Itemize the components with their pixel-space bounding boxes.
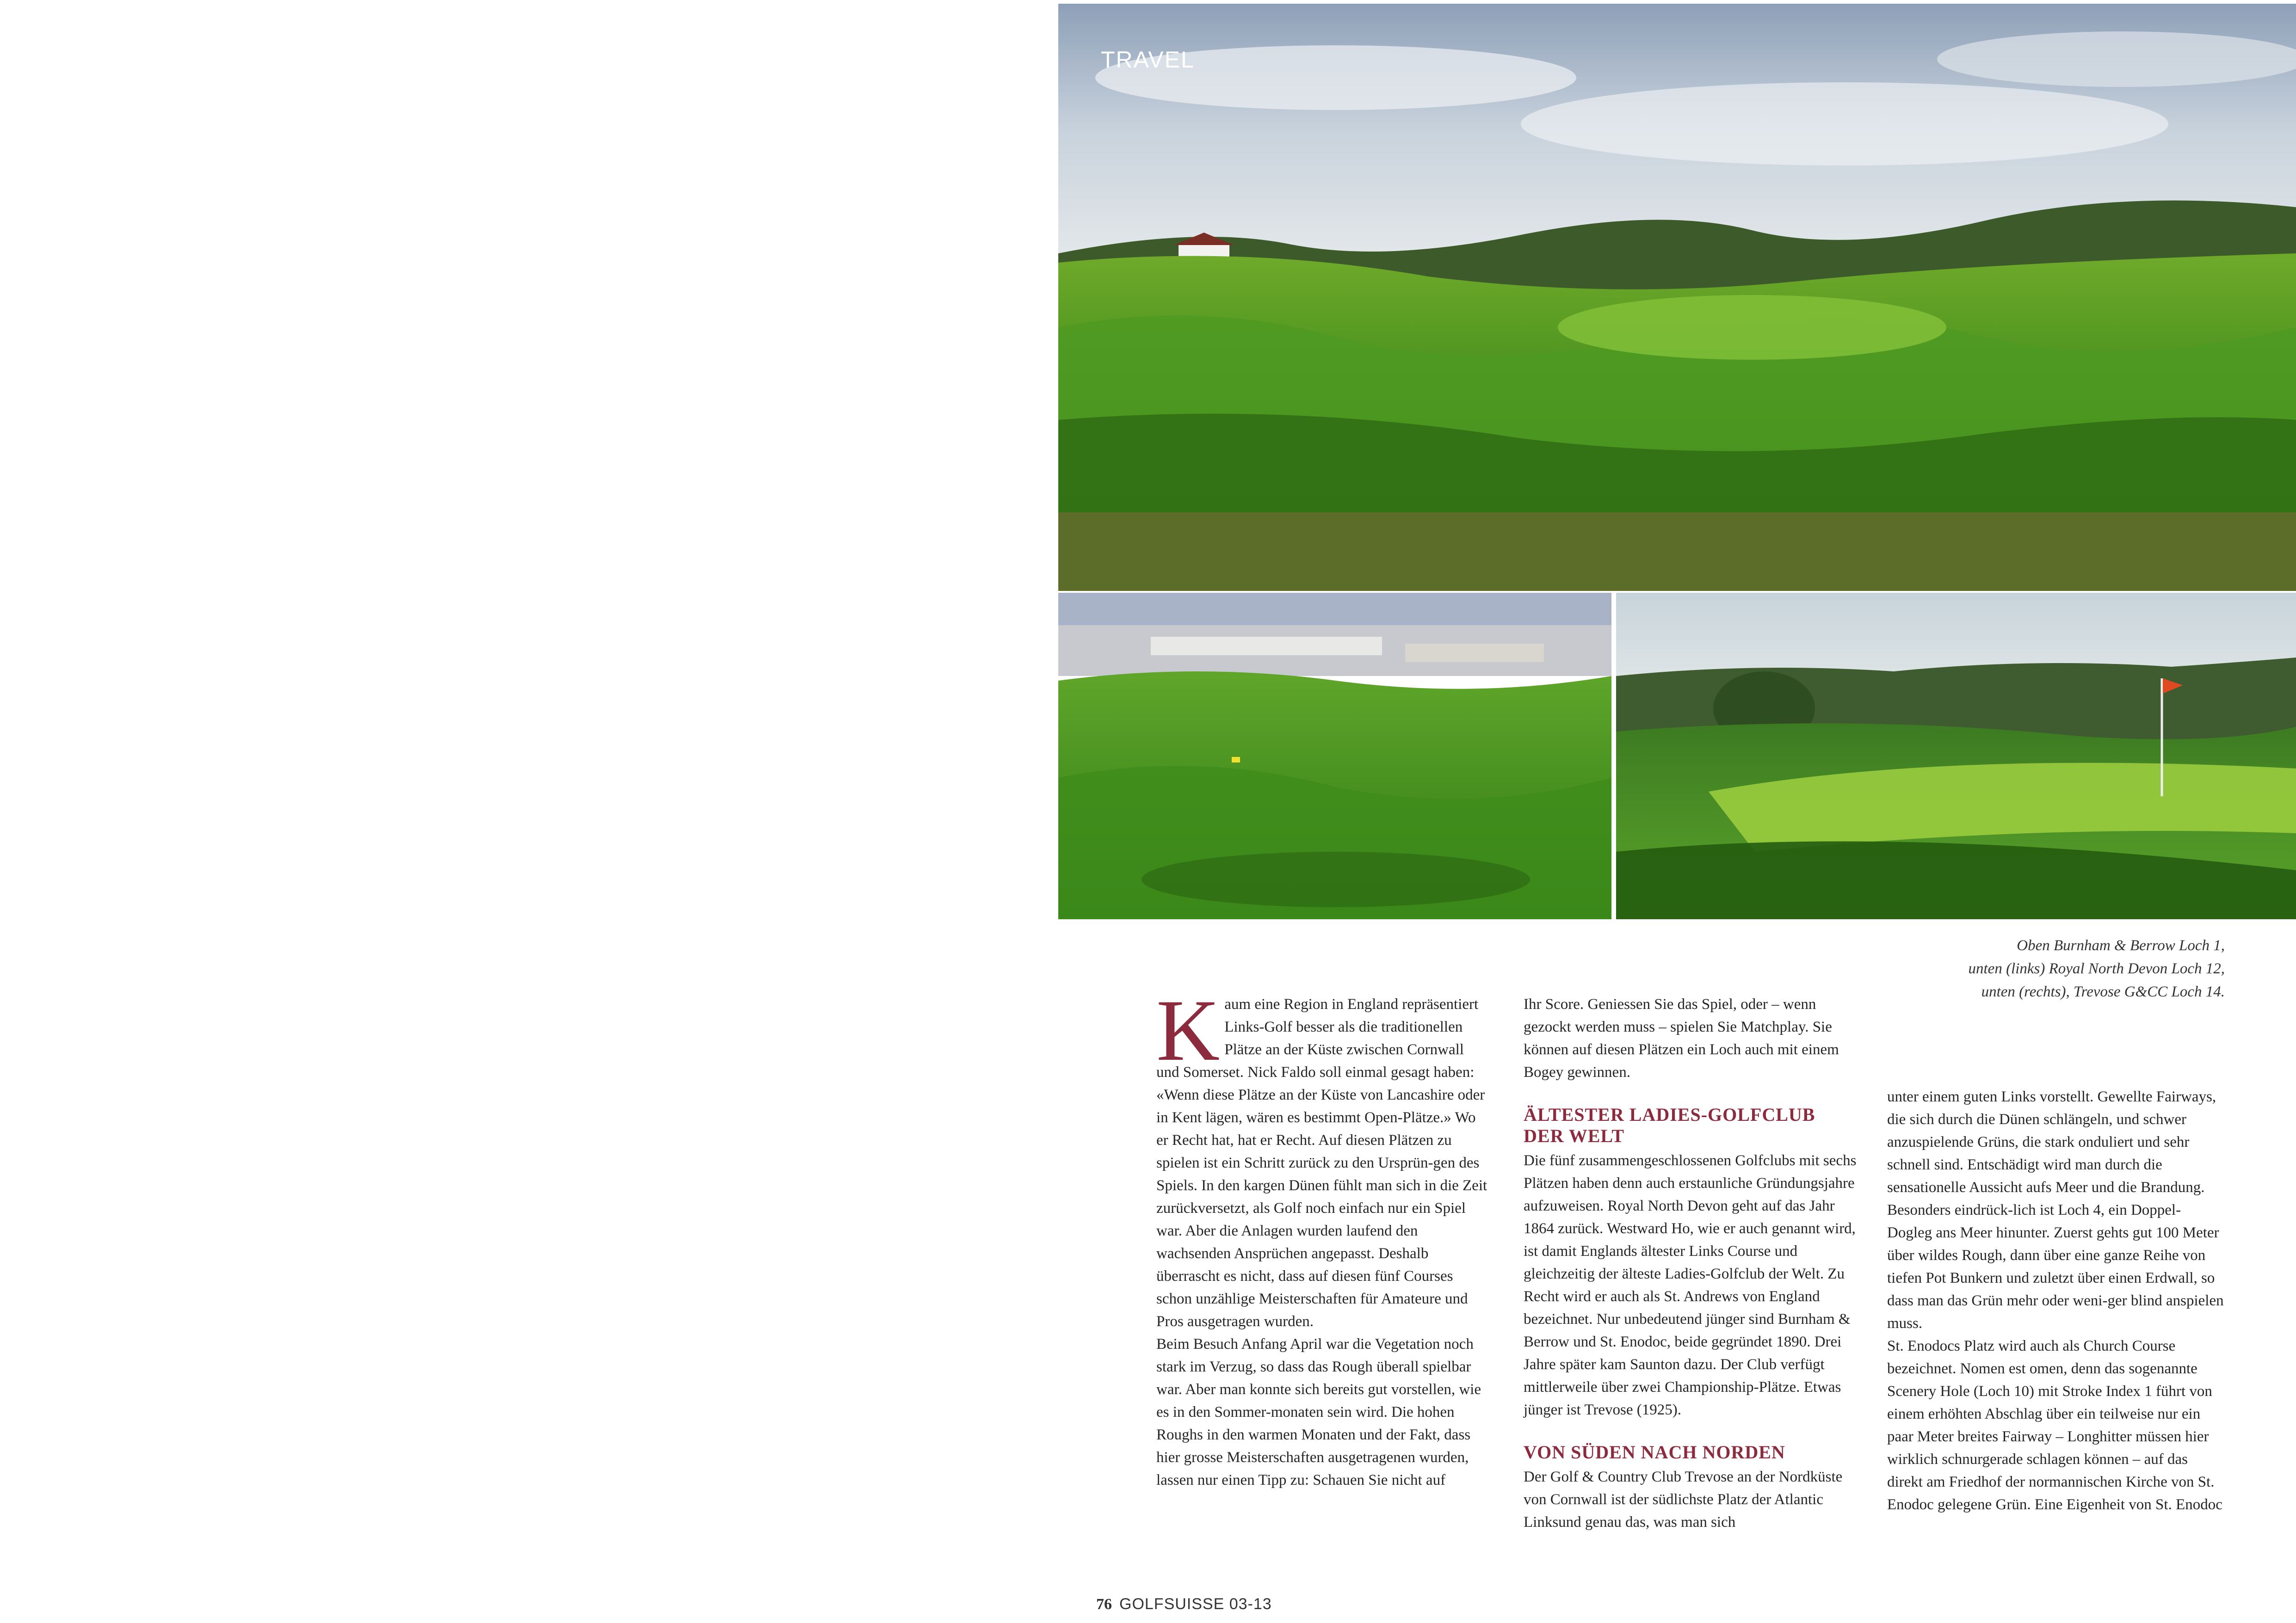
- magazine-issue: GOLFSUISSE 03-13: [1119, 1595, 1272, 1613]
- drop-cap: K: [1156, 982, 1220, 1079]
- page-footer: [1096, 1595, 1272, 1613]
- caption-line: Oben Burnham & Berrow Loch 1,: [2017, 937, 2225, 954]
- article-column-3: [1887, 1086, 2225, 1516]
- section-heading: ÄLTESTER LADIES-GOLFCLUB DER WELT: [1524, 1104, 1815, 1146]
- paragraph: Der Golf & Country Club Trevose an der Nordküste von Cornwall ist der südlichste Platz der Atlantic Linksund genau das, was man sich: [1524, 1469, 1843, 1531]
- paragraph: St. Enodocs Platz wird auch als Church Course bezeichnet. Nomen est omen, denn das sogenannte Scenery Hole (Loch 10) mit Stroke Index 1 führt von einem erhöhten Abschlag über ein teilweise nur ein paar Meter breites Fairway – Longhitter müssen hier wirklich schnurgerade schlagen können – auf das direkt am Friedhof der normannischen Kirche von St. Enodoc gelegene Grün. Eine Eigenheit von St. Enodoc: [1887, 1338, 2222, 1513]
- paragraph: Beim Besuch Anfang April war die Vegetation noch stark im Verzug, so dass das Rough überall spielbar war. Aber man konnte sich bereits gut vorstellen, wie es in den Sommer-monaten sein wird. Die hohen Roughs in den warmen Monaten und der Fakt, dass hier grosse Meisterschaften ausgetragenen wurden, lassen nur einen Tipp zu: Schauen Sie nicht auf: [1156, 1336, 1481, 1488]
- section-heading: VON SÜDEN NACH NORDEN: [1524, 1442, 1785, 1463]
- paragraph: aum eine Region in England repräsentiert Links-Golf besser als die traditionellen Plätze an der Küste zwischen Cornwall und Somerset. Nick Faldo soll einmal gesagt haben: «Wenn diese Plätze an der Küste von Lancashire oder in Kent lägen, wären es bestimmt Open-Plätze.» Wo er Recht hat, hat er Recht. Auf diesen Plätzen zu spielen ist ein Schritt zurück zu den Ursprün-gen des Spiels. In den kargen Dünen fühlt man sich in die Zeit zurückversetzt, als Golf noch einfach nur ein Spiel war. Aber die Anlagen wurden laufend den wachsenden Ansprüchen angepasst. Deshalb überrascht es nicht, dass auf diesen fünf Courses schon unzählige Meisterschaften für Amateure und Pros ausgetragen wurden.: [1156, 996, 1487, 1330]
- photo-trevose: [1616, 593, 2296, 919]
- paragraph: unter einem guten Links vorstellt. Gewellte Fairways, die sich durch die Dünen schlängeln, und schwer anzuspielende Grüns, die stark onduliert und sehr schnell sind. Entschädigt wird man durch die sensationelle Aussicht aufs Meer und die Brandung. Besonders eindrück-lich ist Loch 4, ein Doppel-Dogleg ans Meer hinunter. Zuerst gehts gut 100 Meter über wildes Rough, dann über eine ganze Reihe von tiefen Pot Bunkern und zuletzt über einen Erdwall, so dass man das Grün mehr oder weni-ger blind anspielen muss.: [1887, 1088, 2224, 1332]
- article-column-2: [1524, 993, 1857, 1534]
- caption-line: unten (links) Royal North Devon Loch 12,: [1968, 960, 2225, 977]
- paragraph: Ihr Score. Geniessen Sie das Spiel, oder – wenn gezockt werden muss – spielen Sie Matchplay. Sie können auf diesen Plätzen ein Loch auch mit einem Bogey gewinnen.: [1524, 996, 1839, 1081]
- section-label: TRAVEL: [1101, 47, 1195, 73]
- photo-burnham-berrow: [1058, 4, 2296, 591]
- page-number: 76: [1096, 1596, 1112, 1613]
- photo-royal-north-devon: [1058, 593, 1611, 919]
- article-column-1: [1156, 982, 1489, 1492]
- paragraph: Die fünf zusammengeschlossenen Golfclubs mit sechs Plätzen haben denn auch erstaunliche Gründungsjahre aufzuweisen. Royal North Devon geht auf das Jahr 1864 zurück. Westward Ho, wie er auch genannt wird, ist damit Englands ältester Links Course und gleichzeitig der älteste Ladies-Golfclub der Welt. Zu Recht wird er auch als St. Andrews von England bezeichnet. Nur unbedeutend jünger sind Burnham & Berrow und St. Enodoc, beide gegründet 1890. Drei Jahre später kam Saunton dazu. Der Club verfügt mittlerweile über zwei Championship-Plätze. Etwas jünger ist Trevose (1925).: [1524, 1152, 1857, 1418]
- caption-line: unten (rechts), Trevose G&CC Loch 14.: [1981, 984, 2225, 1000]
